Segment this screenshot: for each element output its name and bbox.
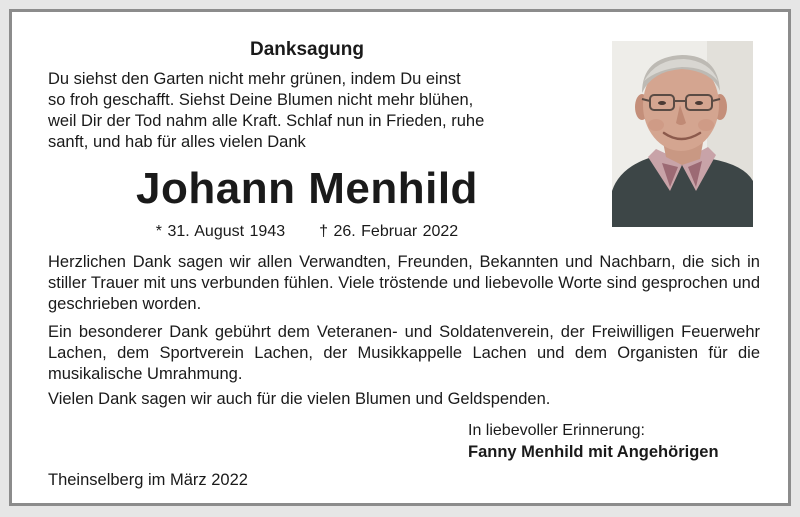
birth-date: * 31. August 1943 bbox=[155, 223, 286, 240]
obituary-card bbox=[9, 9, 791, 506]
portrait-photo bbox=[612, 41, 753, 227]
signature-names: Fanny Menhild mit Angehörigen bbox=[468, 443, 719, 461]
poem: Du siehst den Garten nicht mehr grünen, indem Du einst so froh geschafft. Siehst Deine Blumen nicht mehr blühen, weil Dir der Tod nahm alle Kraft. Schlaf nun in Frieden, ruhe sanft, und hab für alles vielen Dank bbox=[48, 70, 485, 151]
thanks-paragraph: Herzlichen Dank sagen wir allen Verwandten, Freunden, Bekannten und Nachbarn, die sich in stiller Trauer mit uns verbunden fühlen. Viele tröstende und liebevolle Worte sind gesprochen und geschrieben worden. bbox=[48, 253, 760, 313]
special-thanks-paragraph: Ein besonderer Dank gebührt dem Veteranen- und Soldatenverein, der Freiwilligen Feuerwehr Lachen, dem Sportverein Lachen, der Musikkappelle Lachen und dem Organisten für die musikalische Umrahmung. bbox=[48, 323, 760, 383]
portrait-illustration bbox=[612, 41, 753, 227]
deceased-name: Johann Menhild bbox=[136, 164, 478, 213]
place-date: Theinselberg im März 2022 bbox=[48, 471, 248, 489]
life-dates bbox=[12, 223, 602, 241]
death-date: † 26. Februar 2022 bbox=[319, 223, 459, 240]
heading: Danksagung bbox=[249, 39, 365, 60]
signature-intro: In liebevoller Erinnerung: bbox=[468, 422, 645, 439]
donations-thanks-paragraph: Vielen Dank sagen wir auch für die vielen Blumen und Geldspenden. bbox=[48, 390, 551, 408]
